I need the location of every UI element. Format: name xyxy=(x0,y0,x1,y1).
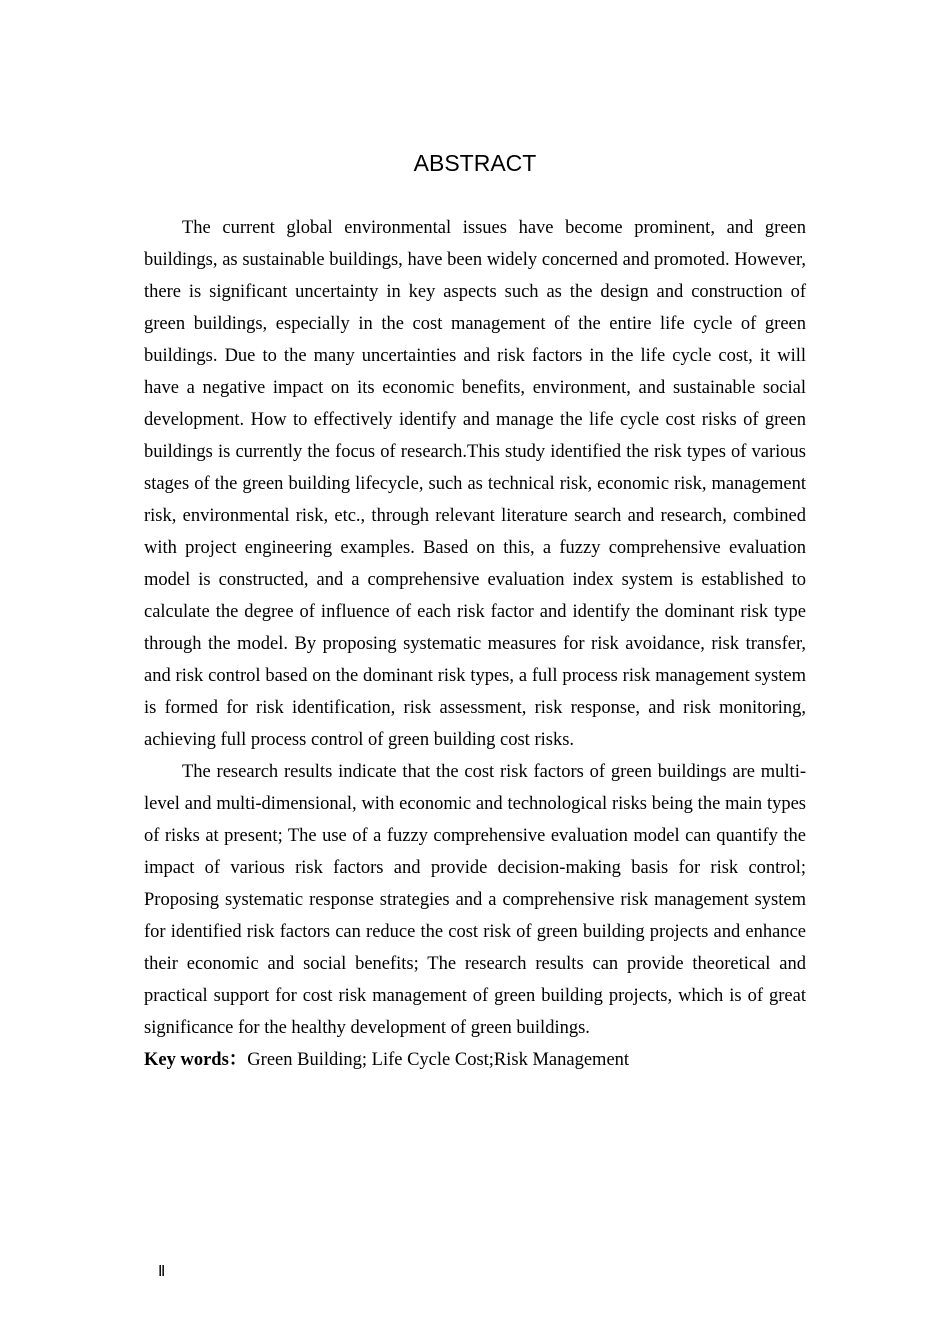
keywords-label: Key words： xyxy=(144,1050,248,1070)
abstract-title: ABSTRACT xyxy=(413,150,537,176)
abstract-body xyxy=(144,212,806,1076)
keywords-text: Green Building; Life Cycle Cost;Risk Management xyxy=(247,1050,630,1070)
page-number: Ⅱ xyxy=(158,1264,166,1280)
abstract-paragraph-2: The research results indicate that the cost risk factors of green buildings are multi-level and multi-dimensional, with economic and technological risks being the main types of risks at present; The use of a fuzzy comprehensive evaluation model can quantify the impact of various risk factors and provide decision-making basis for risk control; Proposing systematic response strategies and a comprehensive risk management system for identified risk factors can reduce the cost risk of green building projects and enhance their economic and social benefits; The research results can provide theoretical and practical support for cost risk management of green building projects, which is of great significance for the healthy development of green buildings. xyxy=(144,762,806,1038)
keywords-line xyxy=(144,1044,806,1076)
abstract-paragraph-1: The current global environmental issues have become prominent, and green buildings, as sustainable buildings, have been widely concerned and promoted. However, there is significant uncertainty in key aspects such as the design and construction of green buildings, especially in the cost management of the entire life cycle of green buildings. Due to the many uncertainties and risk factors in the life cycle cost, it will have a negative impact on its economic benefits, environment, and sustainable social development. How to effectively identify and manage the life cycle cost risks of green buildings is currently the focus of research.This study identified the risk types of various stages of the green building lifecycle, such as technical risk, economic risk, management risk, environmental risk, etc., through relevant literature search and research, combined with project engineering examples. Based on this, a fuzzy comprehensive evaluation model is constructed, and a comprehensive evaluation index system is established to calculate the degree of influence of each risk factor and identify the dominant risk type through the model. By proposing systematic measures for risk avoidance, risk transfer, and risk control based on the dominant risk types, a full process risk management system is formed for risk identification, risk assessment, risk response, and risk monitoring, achieving full process control of green building cost risks. xyxy=(144,218,806,750)
